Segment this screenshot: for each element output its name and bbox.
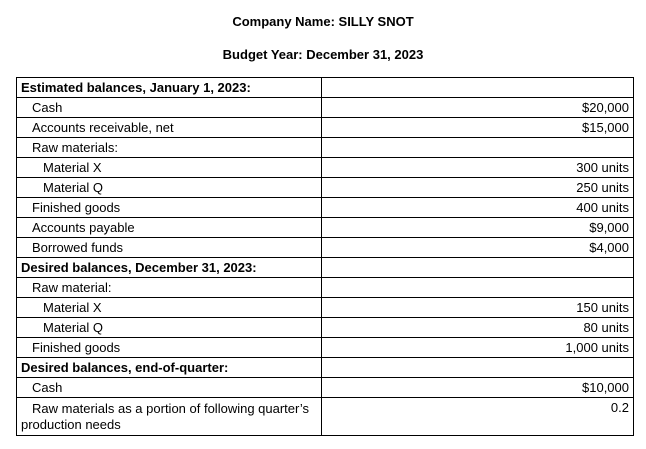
table-row (17, 178, 634, 198)
table-row (17, 158, 634, 178)
row-value-finished-goods: 1,000 units (322, 338, 634, 358)
row-value (322, 138, 634, 158)
table-row (17, 78, 634, 98)
row-label-raw-materials-portion (17, 398, 322, 436)
section-heading-end-of-quarter: Desired balances, end-of-quarter: (17, 358, 322, 378)
row-value (322, 278, 634, 298)
row-value-borrowed-funds: $4,000 (322, 238, 634, 258)
section-heading-desired-year-end: Desired balances, December 31, 2023: (17, 258, 322, 278)
table-row (17, 278, 634, 298)
row-value (322, 78, 634, 98)
table-row (17, 398, 634, 436)
row-label-finished-goods: Finished goods (17, 338, 322, 358)
table-row (17, 318, 634, 338)
row-value-finished-goods: 400 units (322, 198, 634, 218)
row-label-material-q: Material Q (17, 178, 322, 198)
row-label-accounts-payable: Accounts payable (17, 218, 322, 238)
table-row (17, 98, 634, 118)
row-label-raw-material: Raw material: (17, 278, 322, 298)
row-value-material-q: 250 units (322, 178, 634, 198)
row-value-accounts-receivable: $15,000 (322, 118, 634, 138)
row-label-raw-materials: Raw materials: (17, 138, 322, 158)
row-label-accounts-receivable: Accounts receivable, net (17, 118, 322, 138)
row-label-borrowed-funds: Borrowed funds (17, 238, 322, 258)
table-row (17, 258, 634, 278)
table-row (17, 358, 634, 378)
row-label-text: Raw materials as a portion of following quarter’s production needs (21, 400, 309, 432)
row-value-accounts-payable: $9,000 (322, 218, 634, 238)
row-value-material-x: 300 units (322, 158, 634, 178)
section-heading-estimated: Estimated balances, January 1, 2023: (17, 78, 322, 98)
table-row (17, 378, 634, 398)
row-value-raw-materials-portion: 0.2 (322, 398, 634, 436)
row-label-material-x: Material X (17, 298, 322, 318)
budget-table (16, 77, 634, 436)
row-value-cash: $20,000 (322, 98, 634, 118)
budget-year: Budget Year: December 31, 2023 (222, 47, 424, 62)
row-label-cash: Cash (17, 378, 322, 398)
table-row (17, 218, 634, 238)
table-row (17, 198, 634, 218)
row-label-material-q: Material Q (17, 318, 322, 338)
row-value-material-q: 80 units (322, 318, 634, 338)
row-value (322, 358, 634, 378)
row-label-finished-goods: Finished goods (17, 198, 322, 218)
company-name: Company Name: SILLY SNOT (232, 14, 414, 29)
table-row (17, 298, 634, 318)
row-label-cash: Cash (17, 98, 322, 118)
table-row (17, 118, 634, 138)
table-row (17, 138, 634, 158)
row-value (322, 258, 634, 278)
table-row (17, 238, 634, 258)
row-label-material-x: Material X (17, 158, 322, 178)
table-row (17, 338, 634, 358)
row-value-cash: $10,000 (322, 378, 634, 398)
row-value-material-x: 150 units (322, 298, 634, 318)
